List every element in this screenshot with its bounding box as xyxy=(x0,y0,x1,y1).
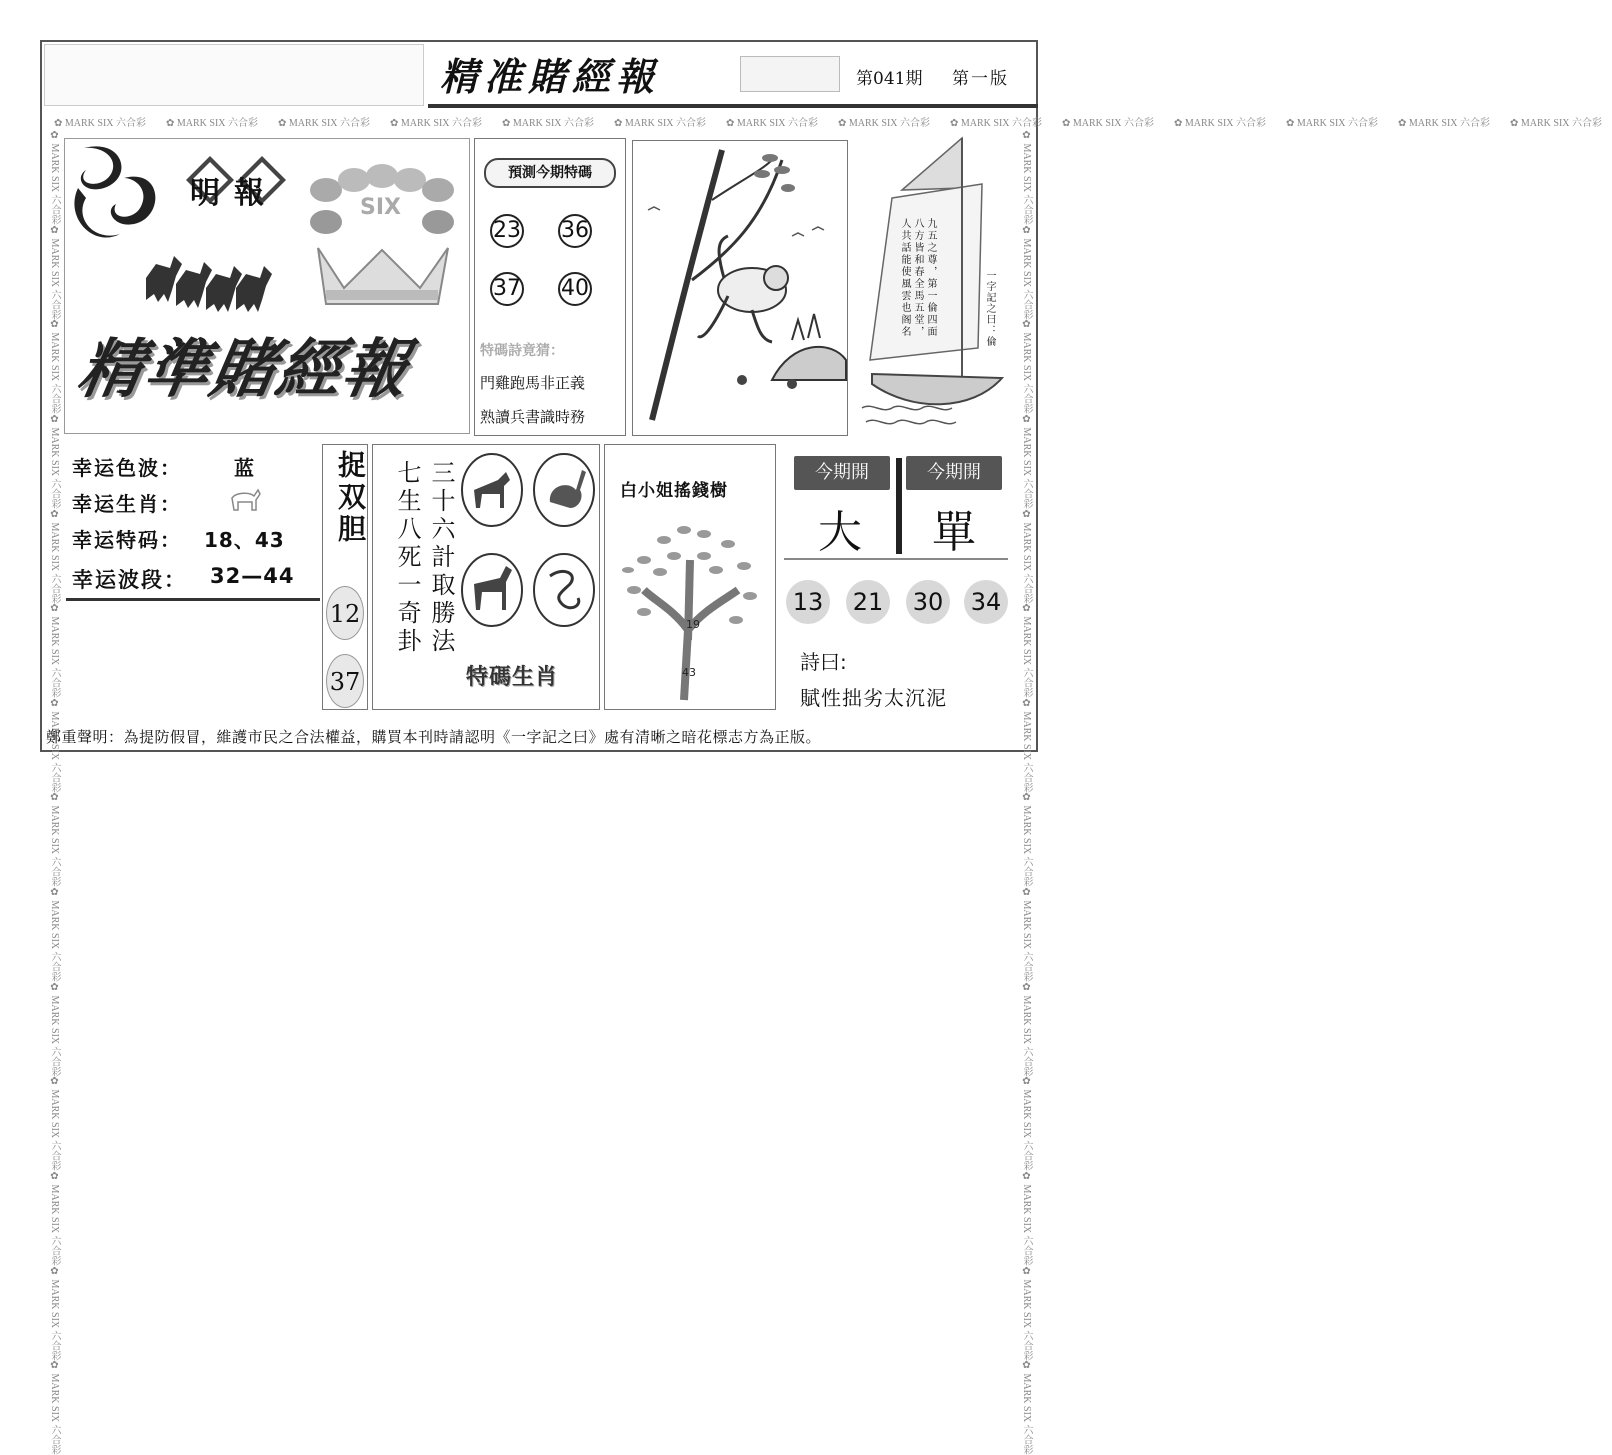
watermark-text: ✿ MARK SIX 六合彩 xyxy=(49,1265,60,1361)
edition-label: 第一版 xyxy=(952,69,1009,89)
header-stamp-box xyxy=(740,56,840,92)
strategy-column: 三十六計取勝法 xyxy=(427,460,455,656)
watermark-text: ✿ MARK SIX 六合彩 xyxy=(1021,887,1032,982)
crown-icon xyxy=(310,164,454,304)
open-value: 大 xyxy=(818,507,862,558)
double-pick-number: 37 xyxy=(326,654,364,708)
lucky-band-value: 32—44 xyxy=(210,564,295,588)
tree-number: 19 xyxy=(686,618,700,631)
watermark-text: ✿ MARK SIX 六合彩 xyxy=(1021,224,1032,320)
predict-number: 36 xyxy=(558,214,592,248)
watermark-text: ✿ MARK SIX 六合彩 xyxy=(1021,603,1032,698)
watermark-text: ✿ MARK SIX 六合彩 xyxy=(1021,981,1032,1077)
issue-number: 第041期 xyxy=(856,69,923,89)
poem-text: 賦性拙劣太沉泥 xyxy=(800,686,947,710)
watermark-text: ✿ MARK SIX 六合彩 xyxy=(1021,130,1032,225)
open-number: 21 xyxy=(846,580,890,624)
watermark-text: ✿ MARK SIX 六合彩 xyxy=(1021,1170,1032,1266)
riddle-label: 特碼詩竟猜： xyxy=(480,343,564,359)
open-number: 13 xyxy=(786,580,830,624)
watermark-text: ✿ MARK SIX 六合彩 xyxy=(166,118,258,129)
monkey-illustration-icon xyxy=(632,140,848,436)
money-tree-icon xyxy=(604,500,776,706)
masthead-big-title: 精準賭經報 xyxy=(72,332,416,407)
zodiac-animals xyxy=(458,450,598,650)
watermark-text: ✿ MARK SIX 六合彩 xyxy=(1398,118,1490,129)
poem-label: 詩曰: xyxy=(800,650,847,674)
watermark-text: ✿ MARK SIX 六合彩 xyxy=(278,118,370,129)
watermark-text: ✿ MARK SIX 六合彩 xyxy=(614,118,706,129)
watermark-text: ✿ MARK SIX 六合彩 xyxy=(49,887,60,982)
open-value: 單 xyxy=(932,507,976,558)
open-number: 34 xyxy=(964,580,1008,624)
watermark-strip-left xyxy=(42,130,62,1455)
lucky-color-value: 蓝 xyxy=(234,456,255,480)
watermark-text: ✿ MARK SIX 六合彩 xyxy=(49,792,60,887)
watermark-text: ✿ MARK SIX 六合彩 xyxy=(838,118,930,129)
watermark-text: ✿ MARK SIX 六合彩 xyxy=(1021,413,1032,509)
watermark-text: ✿ MARK SIX 六合彩 xyxy=(1021,1076,1032,1171)
watermark-text: ✿ MARK SIX 六合彩 xyxy=(49,319,60,414)
watermark-text: ✿ MARK SIX 六合彩 xyxy=(502,118,594,129)
strategy-column: 七生八死一奇卦 xyxy=(393,460,421,656)
open-label: 今期開 xyxy=(906,456,1002,490)
watermark-text: ✿ MARK SIX 六合彩 xyxy=(49,1170,60,1266)
riddle-line: 門雞跑馬非正義 xyxy=(480,374,586,392)
watermark-text: ✿ MARK SIX 六合彩 xyxy=(1021,1360,1032,1455)
tree-number: 43 xyxy=(682,666,696,679)
watermark-text: ✿ MARK SIX 六合彩 xyxy=(49,1076,60,1171)
watermark-text: ✿ MARK SIX 六合彩 xyxy=(49,603,60,698)
watermark-text: ✿ MARK SIX 六合彩 xyxy=(49,697,60,793)
watermark-text: ✿ MARK SIX 六合彩 xyxy=(49,981,60,1077)
open-label: 今期開 xyxy=(794,456,890,490)
crown-text: SIX xyxy=(360,195,401,220)
riddle-line: 熟讀兵書識時務 xyxy=(480,408,586,426)
watermark-text: ✿ MARK SIX 六合彩 xyxy=(49,413,60,509)
watermark-text: ✿ MARK SIX 六合彩 xyxy=(1021,508,1032,604)
lucky-color-label: 幸运色波： xyxy=(72,456,182,480)
watermark-text: ✿ MARK SIX 六合彩 xyxy=(950,118,1042,129)
watermark-text: ✿ MARK SIX 六合彩 xyxy=(1174,118,1266,129)
open-separator xyxy=(896,458,902,554)
strategy-tag: 特碼生肖 xyxy=(466,665,559,690)
predict-number: 23 xyxy=(490,214,524,248)
watermark-text: ✿ MARK SIX 六合彩 xyxy=(49,508,60,604)
open-number: 30 xyxy=(906,580,950,624)
watermark-text: ✿ MARK SIX 六合彩 xyxy=(54,118,146,129)
lucky-number-value: 18、43 xyxy=(204,528,285,552)
open-rule xyxy=(784,558,1008,560)
lucky-number-label: 幸运特码： xyxy=(72,528,182,552)
watermark-text: ✿ MARK SIX 六合彩 xyxy=(1021,697,1032,793)
horses-icon xyxy=(146,256,272,312)
watermark-strip-right xyxy=(1014,130,1034,1455)
watermark-text: ✿ MARK SIX 六合彩 xyxy=(49,130,60,225)
masthead-badge-text: 明報 xyxy=(190,176,278,211)
watermark-strip-top xyxy=(44,114,1602,132)
header-rule xyxy=(428,104,1038,108)
watermark-text: ✿ MARK SIX 六合彩 xyxy=(1021,319,1032,414)
watermark-text: ✿ MARK SIX 六合彩 xyxy=(390,118,482,129)
predict-number: 37 xyxy=(490,272,524,306)
page-title: 精准賭經報 xyxy=(440,54,661,99)
watermark-text: ✿ MARK SIX 六合彩 xyxy=(1062,118,1154,129)
predict-number: 40 xyxy=(558,272,592,306)
double-pick-number: 12 xyxy=(326,586,364,640)
money-tree-title: 白小姐搖錢樹 xyxy=(620,481,728,501)
watermark-text: ✿ MARK SIX 六合彩 xyxy=(726,118,818,129)
lucky-zodiac-label: 幸运生肖： xyxy=(72,492,182,516)
boat-note: 一字記之曰：倫 xyxy=(984,270,995,347)
watermark-text: ✿ MARK SIX 六合彩 xyxy=(1286,118,1378,129)
watermark-text: ✿ MARK SIX 六合彩 xyxy=(1021,1265,1032,1361)
watermark-text: ✿ MARK SIX 六合彩 xyxy=(1510,118,1602,129)
lucky-rule xyxy=(66,598,320,601)
watermark-text: ✿ MARK SIX 六合彩 xyxy=(49,1360,60,1455)
swirl-logo-icon xyxy=(74,146,155,237)
watermark-text: ✿ MARK SIX 六合彩 xyxy=(49,224,60,320)
goat-icon xyxy=(228,484,262,514)
boat-poem: 九五之尊，第一倫四面八方皆和春全馬五堂，人共話能使風雲也阁名 xyxy=(899,218,936,338)
watermark-text: ✿ MARK SIX 六合彩 xyxy=(1021,792,1032,887)
double-pick-title: 捉双胆 xyxy=(334,450,367,546)
footer-notice: 鄭重聲明：為提防假冒，維護市民之合法權益，購買本刊時請認明《一字記之曰》處有清晰之暗花標志方為正版。 xyxy=(46,728,822,746)
predict-title: 預測今期特碼 xyxy=(484,158,616,188)
lucky-band-label: 幸运波段： xyxy=(72,568,187,592)
header-blank-area xyxy=(44,44,424,106)
